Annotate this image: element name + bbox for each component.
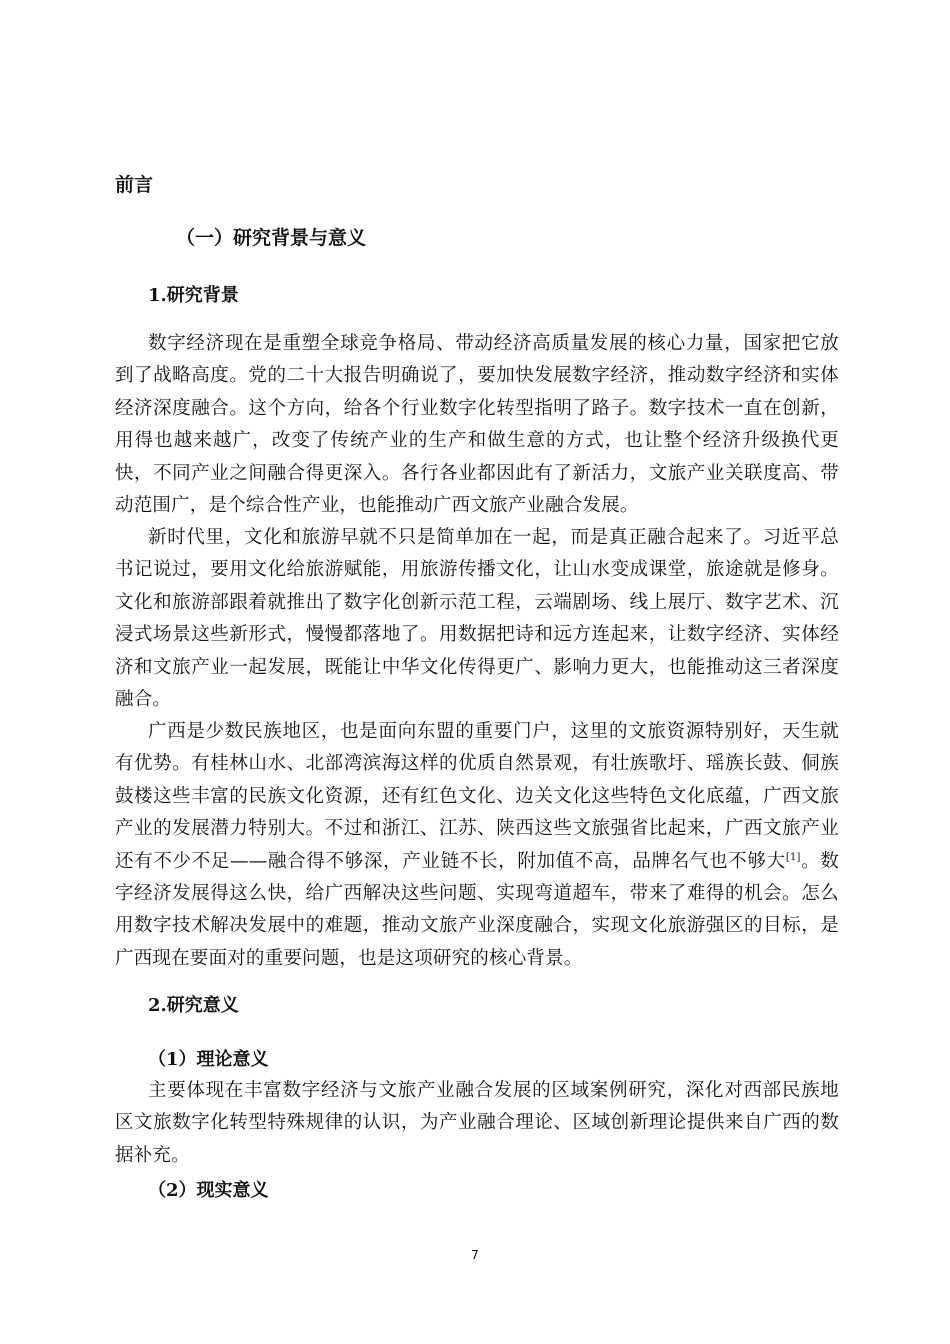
paragraph-background-3-part-1: 广西是少数民族地区，也是面向东盟的重要门户，这里的文旅资源特别好，天生就有优势。有桂林山水、北部湾滨海这样的优质自然景观，有壮族歌圩、瑶族长鼓、侗族鼓楼这些丰富的民族文化资源，还有红色文化、边关文化这些特色文化底蕴，广西文旅产业的发展潜力特别大。不过和浙江、江苏、陕西这些文旅强省比起来，广西文旅产业还有不少不足——融合得不够深，产业链不长，附加值不高，品牌名气也不够大 — [115, 721, 839, 872]
subsection-heading-significance: 2.研究意义 — [148, 995, 239, 1016]
paragraph-background-3-part-2: 。数字经济发展得这么快，给广西解决这些问题、实现弯道超车，带来了难得的机会。怎么用数字技术解决发展中的难题，推动文旅产业深度融合，实现文化旅游强区的目标，是广西现在要面对的重要问题，也是这项研究的核心背景。 — [115, 850, 839, 969]
paragraph-theory-significance: 主要体现在丰富数字经济与文旅产业融合发展的区域案例研究，深化对西部民族地区文旅数字化转型特殊规律的认识，为产业融合理论、区域创新理论提供来自广西的数据补充。 — [115, 1080, 839, 1166]
theory-significance-heading: （1）理论意义 — [148, 1049, 269, 1070]
citation-marker[interactable]: [1] — [785, 851, 801, 863]
subsection-heading-background: 1.研究背景 — [148, 285, 239, 306]
page-number: 7 — [471, 1248, 479, 1262]
paragraph-background-1: 数字经济现在是重塑全球竞争格局、带动经济高质量发展的核心力量，国家把它放到了战略高度。党的二十大报告明确说了，要加快发展数字经济，推动数字经济和实体经济深度融合。这个方向，给各个行业数字化转型指明了路子。数字技术一直在创新，用得也越来越广，改变了传统产业的生产和做生意的方式，也让整个经济升级换代更快，不同产业之间融合得更深入。各行各业都因此有了新活力，文旅产业关联度高、带动范围广，是个综合性产业，也能推动广西文旅产业融合发展。 — [115, 333, 839, 517]
paragraph-background-3 — [115, 716, 839, 975]
section-heading: （一）研究背景与意义 — [176, 227, 367, 249]
page-heading: 前言 — [115, 174, 154, 196]
paragraph-background-2: 新时代里，文化和旅游早就不只是简单加在一起，而是真正融合起来了。习近平总书记说过，要用文化给旅游赋能，用旅游传播文化，让山水变成课堂，旅途就是修身。文化和旅游部跟着就推出了数字化创新示范工程，云端剧场、线上展厅、数字艺术、沉浸式场景这些新形式，慢慢都落地了。用数据把诗和远方连起来，让数字经济、实体经济和文旅产业一起发展，既能让中华文化传得更广、影响力更大，也能推动这三者深度融合。 — [115, 527, 839, 711]
practice-significance-heading: （2）现实意义 — [148, 1180, 269, 1201]
